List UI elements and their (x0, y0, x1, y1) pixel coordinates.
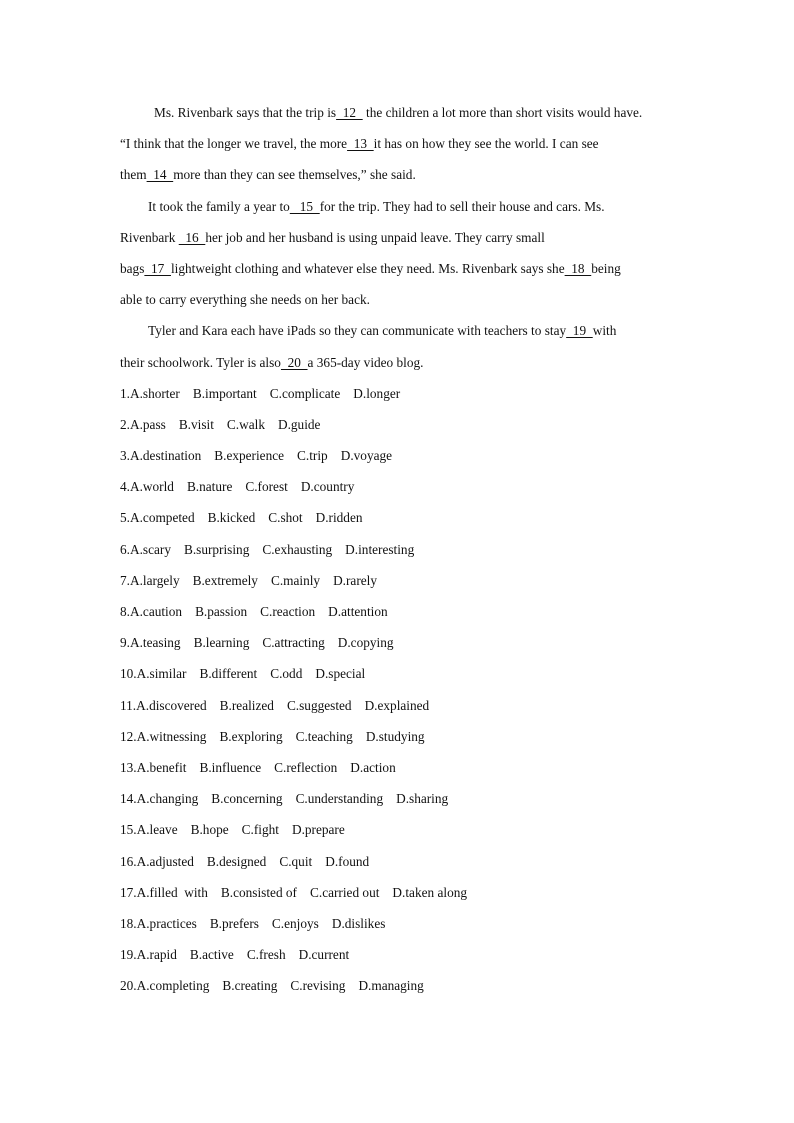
answer-option-a: A.adjusted (136, 853, 194, 869)
question-row (120, 819, 680, 850)
answer-option-b: B.hope (190, 822, 229, 838)
question-row (120, 383, 680, 414)
passage-line (120, 352, 680, 383)
answer-option-c: C.reaction (260, 604, 316, 619)
text-segment: a 365-day video blog. (307, 354, 424, 370)
blank-16: 16 (178, 229, 206, 245)
answer-option-d: D.managing (358, 978, 424, 994)
answer-option-c: C.fresh (246, 947, 286, 963)
question-row (120, 601, 680, 632)
question-number: 5. (120, 510, 130, 526)
answer-option-d: D.rarely (333, 572, 378, 588)
answer-option-a: A.destination (129, 448, 202, 464)
answer-option-b: B.nature (186, 479, 233, 495)
answer-option-a: A.largely (129, 572, 180, 588)
question-row (120, 944, 680, 975)
passage-line (120, 258, 680, 289)
answer-option-d: D.country (300, 479, 355, 495)
passage-paragraph-3 (120, 320, 680, 382)
answer-option-a: A.witnessing (136, 728, 207, 744)
answer-option-c: C.reflection (274, 759, 338, 775)
answer-option-a: A.caution (129, 604, 183, 619)
question-row (120, 975, 680, 1006)
passage-line (120, 196, 680, 227)
answer-option-c: C.exhausting (262, 541, 333, 557)
answer-option-d: D.action (350, 759, 396, 775)
passage-line (120, 227, 680, 258)
text-segment: with (592, 323, 617, 339)
question-row (120, 476, 680, 507)
answer-option-a: A.teasing (129, 635, 181, 651)
answer-option-b: B.active (189, 947, 234, 963)
question-number: 6. (120, 541, 130, 557)
answer-option-c: C.trip (297, 448, 328, 464)
answer-option-d: D.guide (277, 416, 321, 432)
answer-option-b: B.visit (178, 416, 214, 432)
answer-option-b: B.experience (214, 448, 285, 464)
question-row (120, 788, 680, 819)
question-row (120, 695, 680, 726)
answer-option-b: B.prefers (209, 915, 259, 931)
question-row (120, 851, 680, 882)
answer-option-d: D.explained (364, 697, 430, 713)
passage-line (120, 102, 680, 133)
question-row (120, 507, 680, 538)
question-number: 19. (120, 947, 137, 963)
answer-option-b: B.creating (222, 978, 278, 994)
answer-option-d: D.copying (337, 635, 394, 651)
question-number: 8. (120, 604, 130, 619)
question-number: 20. (120, 978, 137, 994)
answer-option-b: B.extremely (192, 572, 258, 588)
answer-option-c: C.complicate (269, 385, 341, 401)
text-segment: Ms. Rivenbark says that the trip is (154, 105, 337, 120)
text-segment: her job and her husband is using unpaid leave. They carry small (205, 229, 545, 245)
answer-option-d: D.attention (328, 604, 388, 619)
text-segment: able to carry everything she needs on her back. (120, 292, 370, 308)
answer-option-b: B.influence (199, 759, 262, 775)
answer-option-d: D.interesting (345, 541, 415, 557)
question-number: 13. (120, 759, 137, 775)
answer-option-a: A.completing (136, 978, 210, 994)
answer-option-a: A.rapid (136, 947, 177, 963)
blank-19: 19 (566, 323, 593, 339)
blank-18: 18 (564, 260, 592, 276)
question-number: 14. (120, 791, 137, 807)
answer-option-d: D.special (315, 666, 366, 682)
blank-20: 20 (280, 354, 308, 370)
answer-option-b: B.consisted of (220, 884, 297, 900)
passage-paragraph-1 (120, 102, 680, 196)
answer-option-b: B.important (192, 385, 257, 401)
question-row (120, 570, 680, 601)
question-number: 12. (120, 728, 137, 744)
text-segment: being (591, 260, 621, 276)
answer-option-d: D.found (325, 853, 370, 869)
question-number: 9. (120, 635, 130, 651)
text-segment: for the trip. They had to sell their house and cars. Ms. (319, 198, 605, 214)
answer-option-a: A.pass (129, 416, 166, 432)
answer-option-a: A.competed (129, 510, 195, 526)
answer-option-b: B.exploring (219, 728, 283, 744)
answer-option-b: B.passion (195, 604, 248, 619)
question-number: 3. (120, 448, 130, 464)
question-row (120, 757, 680, 788)
answer-option-d: D.ridden (315, 510, 363, 526)
answer-option-a: A.similar (136, 666, 187, 682)
text-segment: it has on how they see the world. I can see (373, 136, 599, 152)
answer-option-c: C.walk (226, 416, 265, 432)
answer-option-d: D.longer (353, 385, 401, 401)
text-segment: Tyler and Kara each have iPads so they can communicate with teachers to stay (148, 323, 567, 339)
answer-option-c: C.fight (241, 822, 279, 838)
answer-option-c: C.attracting (262, 635, 325, 651)
answer-option-a: A.shorter (129, 385, 180, 401)
question-number: 16. (120, 853, 137, 869)
answer-option-b: B.learning (193, 635, 250, 651)
question-row (120, 539, 680, 570)
answer-option-c: C.suggested (286, 697, 352, 713)
answer-option-c: C.odd (270, 666, 303, 682)
answer-option-b: B.realized (219, 697, 274, 713)
answer-option-c: C.mainly (270, 572, 321, 588)
blank-14: 14 (146, 167, 174, 183)
passage-paragraph-2 (120, 196, 680, 321)
question-number: 17. (120, 884, 137, 900)
answer-option-d: D.prepare (291, 822, 345, 838)
answer-option-c: C.quit (279, 853, 313, 869)
answer-option-a: A.world (129, 479, 174, 495)
answer-option-a: A.leave (136, 822, 178, 838)
text-segment: their schoolwork. Tyler is also (120, 354, 281, 370)
answer-option-a: A.scary (129, 541, 171, 557)
answer-option-d: D.taken along (392, 884, 468, 900)
question-number: 4. (120, 479, 130, 495)
answer-option-d: D.sharing (396, 791, 449, 807)
text-segment: “I think that the longer we travel, the more (120, 136, 348, 152)
answer-option-a: A.practices (136, 915, 197, 931)
question-row (120, 882, 680, 913)
answer-option-c: C.revising (290, 978, 346, 994)
answer-option-b: B.kicked (207, 510, 256, 526)
question-row (120, 913, 680, 944)
question-number: 11. (120, 697, 137, 713)
answer-option-d: D.studying (365, 728, 425, 744)
text-segment: It took the family a year to (148, 198, 290, 214)
passage-line (120, 164, 680, 195)
answer-option-b: B.different (199, 666, 258, 682)
answer-option-b: B.designed (206, 853, 267, 869)
answer-option-c: C.teaching (295, 728, 353, 744)
blank-12: 12 (336, 105, 363, 120)
answer-option-b: B.concerning (211, 791, 283, 807)
answer-option-c: C.enjoys (271, 915, 319, 931)
passage-line (120, 289, 680, 320)
answer-option-d: D.current (298, 947, 350, 963)
answer-option-a: A.benefit (136, 759, 187, 775)
question-row (120, 726, 680, 757)
answer-option-a: A.filled with (136, 884, 208, 900)
exercise-content (120, 102, 680, 1006)
blank-13: 13 (347, 136, 374, 152)
question-number: 7. (120, 572, 130, 588)
question-list (120, 383, 680, 1007)
passage-line (120, 133, 680, 164)
answer-option-c: C.forest (245, 479, 288, 495)
question-row (120, 663, 680, 694)
text-segment: more than they can see themselves,” she said. (173, 167, 416, 183)
answer-option-a: A.changing (136, 791, 199, 807)
blank-15: 15 (289, 198, 320, 214)
text-segment: Rivenbark (120, 229, 179, 245)
answer-option-d: D.dislikes (331, 915, 386, 931)
text-segment: bags (120, 260, 145, 276)
question-number: 10. (120, 666, 137, 682)
question-row (120, 445, 680, 476)
question-row (120, 414, 680, 445)
question-row (120, 632, 680, 663)
question-number: 15. (120, 822, 137, 838)
answer-option-b: B.surprising (183, 541, 250, 557)
answer-option-a: A.discovered (136, 697, 207, 713)
question-number: 2. (120, 416, 130, 432)
passage-line (120, 320, 680, 351)
answer-option-c: C.shot (268, 510, 303, 526)
text-segment: lightweight clothing and whatever else they need. Ms. Rivenbark says she (170, 260, 565, 276)
text-segment: them (120, 167, 147, 183)
answer-option-c: C.carried out (310, 884, 380, 900)
text-segment: the children a lot more than short visits would have. (362, 105, 643, 120)
blank-17: 17 (144, 260, 171, 276)
question-number: 1. (120, 385, 130, 401)
answer-option-c: C.understanding (295, 791, 384, 807)
answer-option-d: D.voyage (340, 448, 393, 464)
question-number: 18. (120, 915, 137, 931)
